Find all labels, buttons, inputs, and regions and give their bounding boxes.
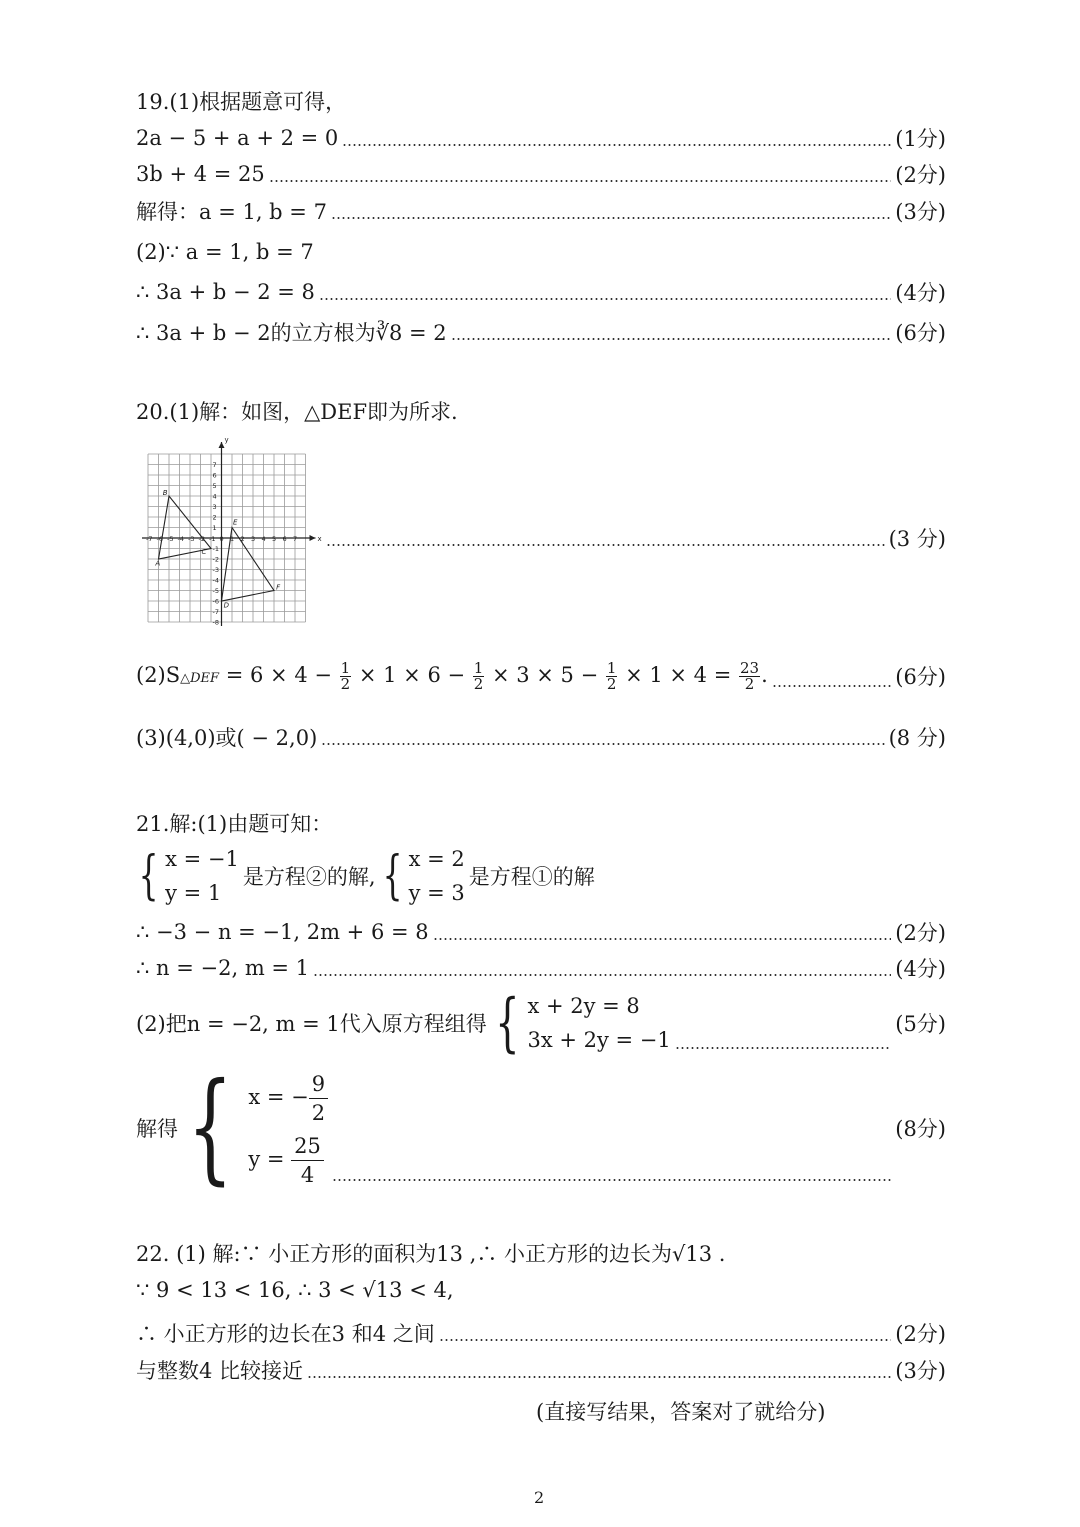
system-3-eq2: 3x + 2y = −1: [527, 1028, 671, 1052]
q20-title: 20.(1)解：如图，△DEF即为所求.: [136, 400, 458, 424]
q20-step3-score: (8 分): [888, 726, 946, 750]
q21-step2-text: ∴ n = −2, m = 1: [136, 956, 310, 980]
denominator: 2: [340, 674, 351, 693]
denominator: 2: [473, 674, 484, 693]
q22-step4-score: (3分): [895, 1359, 946, 1383]
dot-leader: [332, 1179, 891, 1181]
y-tick-label: -2: [212, 555, 219, 564]
fraction-half: [473, 658, 485, 693]
y-tick-label: -8: [212, 618, 219, 627]
dot-leader: [675, 1047, 892, 1049]
q22-step3: [136, 1316, 946, 1350]
solution-y: [248, 1128, 328, 1190]
x-axis-arrow-icon: [310, 535, 316, 541]
system-1-eq1: x = −1: [165, 847, 239, 871]
fraction-half: [606, 658, 618, 693]
q19-step2: [136, 157, 946, 191]
q20-step1-score: (3 分): [888, 527, 946, 551]
dot-leader: [326, 544, 885, 546]
q19-step6-score: (6分): [895, 321, 946, 345]
q20-step2-score: (6分): [895, 665, 946, 689]
dot-leader: [313, 974, 891, 976]
numerator: 9: [309, 1070, 328, 1099]
denominator: 4: [300, 1163, 315, 1187]
y-axis-label: y: [224, 436, 229, 444]
q19-step6-text: ∴ 3a + b − 2的立方根为∛8 = 2: [136, 321, 447, 345]
x-tick-label: -1: [209, 535, 216, 543]
q20-step3-text: (3)(4,0)或( − 2,0): [136, 726, 318, 750]
x-tick-label: 7: [293, 535, 298, 543]
q20-step2: [136, 656, 946, 696]
dot-leader: [321, 743, 884, 745]
y-tick-label: 3: [212, 503, 217, 511]
q21-step1-text: ∴ −3 − n = −1, 2m + 6 = 8: [136, 920, 429, 944]
solution-x-fraction: [309, 1070, 328, 1127]
q21-step4: [136, 1058, 946, 1197]
x-tick-label: 6: [282, 535, 287, 543]
q19-step5-text: ∴ 3a + b − 2 = 8: [136, 280, 315, 304]
x-tick-label: -4: [177, 535, 184, 543]
x-tick-label: 1: [230, 535, 235, 543]
denominator: 2: [311, 1101, 326, 1125]
x-tick-label: -3: [188, 535, 195, 543]
numerator: 1: [473, 658, 484, 677]
y-tick-label: -1: [212, 545, 219, 553]
left-brace: {: [187, 1058, 234, 1197]
q21-step3-score: (5分): [895, 1012, 946, 1036]
formula-part-a: = 6 × 4 −: [219, 662, 339, 687]
point-label: B: [162, 488, 168, 497]
dot-leader: [269, 180, 891, 182]
numerator: 1: [340, 658, 351, 677]
dot-leader: [439, 1339, 892, 1341]
q21-step1: [136, 915, 946, 949]
page-number: 2: [534, 1488, 545, 1507]
x-tick-label: 0: [219, 535, 224, 543]
q19-step3: [136, 194, 946, 228]
point-label: A: [155, 559, 161, 568]
x-tick-label: 4: [261, 535, 266, 543]
x-axis-label: x: [317, 535, 322, 543]
q21-step3-text: (2)把n = −2, m = 1代入原方程组得: [136, 1012, 487, 1036]
fraction-answer: [739, 658, 760, 693]
q21-title: 21.解:(1)由题可知：: [136, 812, 333, 836]
q22-note: (直接写结果，答案对了就给分): [536, 1400, 826, 1424]
formula-part-d: × 1 × 4 =: [618, 662, 738, 687]
q22-line1: 22. (1) 解:∵ 小正方形的面积为13 ,∴ 小正方形的边长为√13 .: [136, 1242, 726, 1266]
left-brace: {: [494, 986, 520, 1060]
area-subscript: △DEF: [180, 670, 220, 686]
y-tick-label: 7: [212, 461, 217, 469]
y-tick-label: 6: [212, 471, 217, 480]
q20-area-formula: (2)S△DEF = 6 × 4 − $\frac{1}{2}$ × 1 × 6 − $\frac{1}{2}$ × 3 × 5 − $\frac{1}{2}$ × 1 × 4 = $\frac{23}{2}$ .: [136, 658, 768, 693]
q19-step1-text: 2a − 5 + a + 2 = 0: [136, 126, 339, 150]
denominator: 2: [744, 674, 755, 693]
q22-step3-score: (2分): [895, 1322, 946, 1346]
system-2-eq2: y = 3: [408, 881, 465, 905]
y-tick-label: 5: [212, 482, 217, 490]
system-3: [527, 989, 670, 1057]
y-tick-label: -7: [212, 608, 219, 616]
point-label: E: [233, 518, 238, 527]
area-symbol: (2)S: [136, 662, 181, 687]
y-tick-label: -5: [212, 587, 219, 595]
q19-step1-score: (1分): [895, 127, 946, 151]
solution-x: [248, 1066, 328, 1128]
q22-step4: [136, 1353, 946, 1387]
q19-step6: [136, 315, 946, 349]
solution-system: [248, 1066, 328, 1190]
fraction-half: [340, 658, 352, 693]
numerator: 25: [291, 1132, 324, 1161]
y-tick-label: 2: [212, 513, 217, 522]
q20-step1: [326, 521, 946, 555]
q21-step1-score: (2分): [895, 921, 946, 945]
denominator: 2: [606, 674, 617, 693]
q19-step5-score: (4分): [895, 281, 946, 305]
q19-step3-score: (3分): [895, 200, 946, 224]
q19-step2-text: 3b + 4 = 25: [136, 162, 265, 186]
q19-title: 19.(1)根据题意可得，: [136, 90, 347, 114]
y-tick-label: -4: [212, 576, 219, 585]
q20-step3: [136, 720, 946, 754]
system-3-eq1: x + 2y = 8: [527, 994, 640, 1018]
system-1-eq2: y = 1: [165, 881, 222, 905]
point-label: C: [201, 547, 207, 556]
x-tick-label: -6: [156, 535, 163, 543]
coordinate-grid-figure: [136, 436, 321, 631]
y-tick-label: 1: [212, 524, 217, 532]
q19-step3-text: 解得：a = 1, b = 7: [136, 200, 327, 224]
dot-leader: [772, 685, 892, 687]
system-2: [409, 842, 465, 910]
q19-part2: (2)∵ a = 1, b = 7: [136, 240, 314, 264]
solution-y-label: y =: [248, 1147, 292, 1171]
system-1-note: 是方程②的解,: [242, 865, 376, 889]
system-2-eq1: x = 2: [408, 847, 465, 871]
system-2-note: 是方程①的解: [468, 865, 595, 889]
y-tick-label: -6: [212, 597, 219, 606]
q22-line2: ∵ 9 < 13 < 16, ∴ 3 < √13 < 4,: [136, 1278, 454, 1302]
left-brace: {: [382, 846, 403, 906]
point-label: D: [223, 601, 229, 610]
q22-step3-text: ∴ 小正方形的边长在3 和4 之间: [136, 1322, 435, 1346]
grid-lines: [142, 442, 316, 626]
q21-step2: [136, 951, 946, 985]
dot-leader: [319, 298, 891, 300]
x-tick-label: -5: [167, 535, 174, 543]
y-tick-label: 4: [212, 492, 217, 501]
numerator: 23: [739, 658, 760, 677]
x-tick-label: 2: [240, 535, 245, 543]
dot-leader: [342, 144, 891, 146]
point-label: F: [276, 583, 281, 592]
dot-leader: [451, 338, 892, 340]
q21-step4-score: (8分): [895, 1117, 946, 1141]
solution-y-fraction: [291, 1132, 324, 1189]
dot-leader: [433, 938, 892, 940]
dot-leader: [331, 217, 891, 219]
y-tick-label: -3: [212, 566, 219, 574]
q21-solve-label: 解得: [136, 1117, 178, 1141]
q19-step2-score: (2分): [895, 163, 946, 187]
system-1: [165, 842, 239, 910]
x-tick-label: -7: [146, 535, 153, 543]
q21-system-row: [132, 842, 595, 910]
x-tick-label: 3: [251, 535, 256, 543]
q19-step5: [136, 275, 946, 309]
q21-step2-score: (4分): [895, 957, 946, 981]
solution-x-label: x = −: [248, 1085, 309, 1109]
q19-step1: [136, 121, 946, 155]
q22-step4-text: 与整数4 比较接近: [136, 1359, 304, 1383]
x-tick-label: 5: [272, 535, 277, 543]
formula-part-b: × 1 × 6 −: [352, 662, 472, 687]
formula-part-c: × 3 × 5 −: [485, 662, 605, 687]
dot-leader: [307, 1376, 891, 1378]
numerator: 1: [606, 658, 617, 677]
q21-step3: [136, 988, 946, 1058]
left-brace: {: [138, 846, 159, 906]
x-tick-label: -2: [198, 535, 205, 543]
